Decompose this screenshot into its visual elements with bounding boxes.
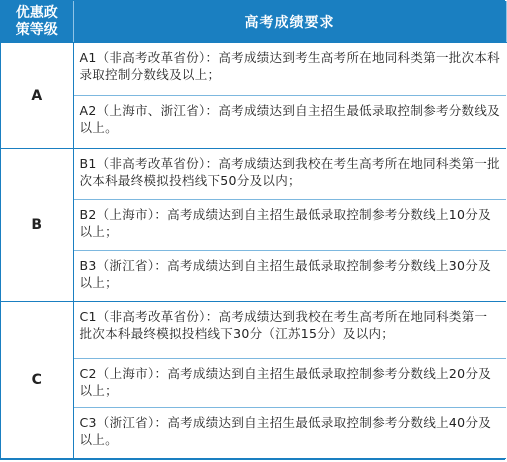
level-cell-a: A	[1, 43, 73, 149]
requirement-cell-c3: C3（浙江省）：高考成绩达到自主招生最低录取控制参考分数线上40分及以上。	[73, 408, 506, 459]
header-level-line2: 策等级	[15, 21, 58, 38]
table-row	[1, 96, 506, 149]
requirement-cell-a1: A1（非高考改革省份）：高考成绩达到考生高考所在地同科类第一批次本科录取控制分数线及以上；	[73, 43, 506, 96]
level-cell-c: C	[1, 302, 73, 459]
policy-table	[1, 1, 507, 459]
requirement-cell-b3: B3（浙江省）：高考成绩达到自主招生最低录取控制参考分数线上30分及以上；	[73, 251, 506, 302]
table-row	[1, 43, 506, 96]
level-cell-b: B	[1, 149, 73, 302]
table-row	[1, 302, 506, 359]
table-row	[1, 149, 506, 200]
table-row	[1, 251, 506, 302]
requirement-cell-c1: C1（非高考改革省份）：高考成绩达到我校在考生高考所在地同科类第一批次本科最终模拟投档线下30分（江苏15分）及以内；	[73, 302, 506, 359]
header-row	[1, 1, 506, 43]
requirement-cell-b2: B2（上海市）：高考成绩达到自主招生最低录取控制参考分数线上10分及以上；	[73, 200, 506, 251]
table-body	[1, 43, 506, 459]
requirement-cell-b1: B1（非高考改革省份）：高考成绩达到我校在考生高考所在地同科类第一批次本科最终模拟投档线下50分及以内；	[73, 149, 506, 200]
header-level	[1, 1, 73, 43]
requirement-cell-a2: A2（上海市、浙江省）：高考成绩达到自主招生最低录取控制参考分数线及以上。	[73, 96, 506, 149]
header-requirement: 高考成绩要求	[73, 1, 506, 43]
header-level-line1: 优惠政	[15, 4, 58, 21]
requirement-cell-c2: C2（上海市）：高考成绩达到自主招生最低录取控制参考分数线上20分及以上；	[73, 359, 506, 408]
table-row	[1, 200, 506, 251]
table-header	[1, 1, 506, 43]
table-row	[1, 359, 506, 408]
table-row	[1, 408, 506, 459]
